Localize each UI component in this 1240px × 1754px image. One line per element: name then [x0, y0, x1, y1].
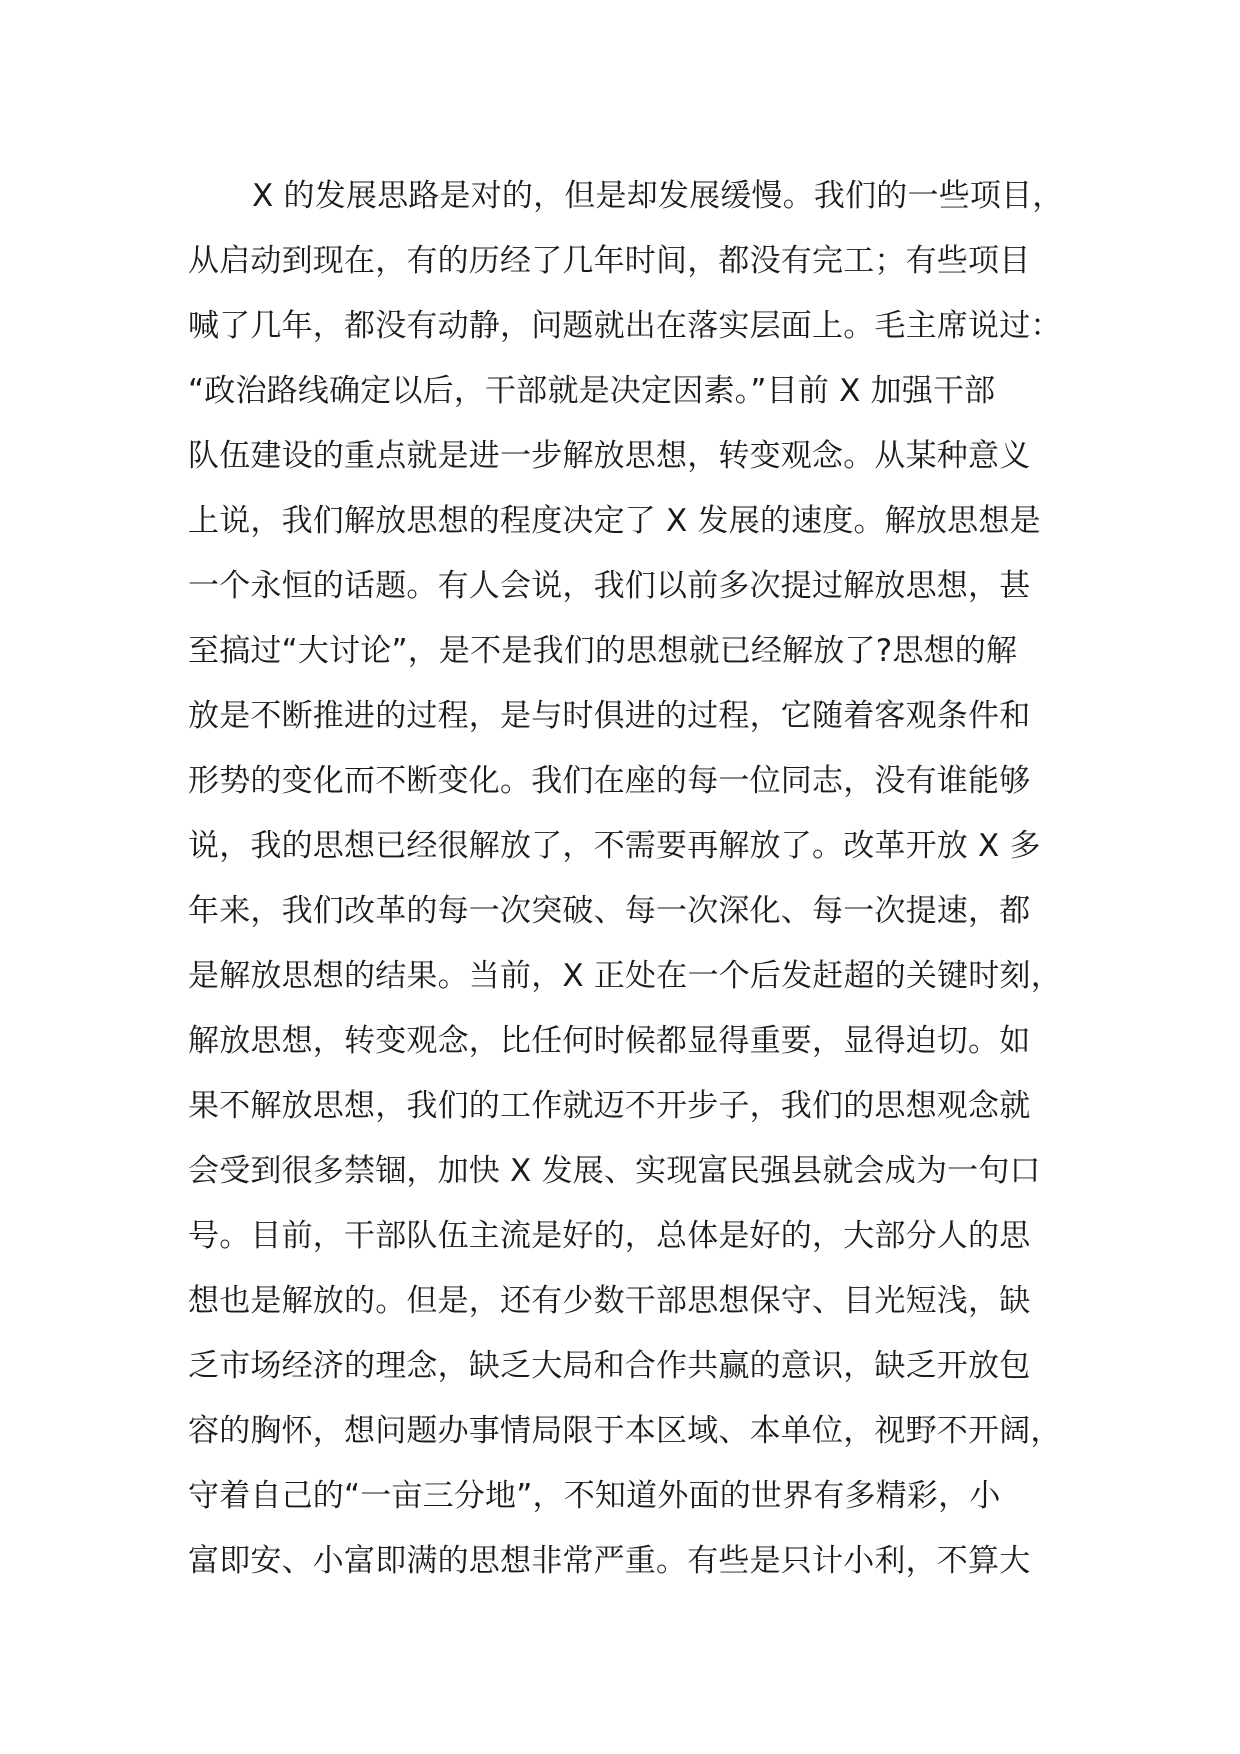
text-line: 至搞过“大讨论”，是不是我们的思想就已经解放了?思想的解: [188, 633, 1018, 669]
text-line: 一个永恒的话题。有人会说，我们以前多次提过解放思想，甚: [188, 568, 1031, 604]
text-line: 上说，我们解放思想的程度决定了 X 发展的速度。解放思想是: [188, 503, 1041, 539]
text-line: 从启动到现在，有的历经了几年时间，都没有完工；有些项目: [188, 243, 1031, 279]
text-line: 会受到很多禁锢，加快 X 发展、实现富民强县就会成为一句口: [188, 1153, 1041, 1189]
text-line: 富即安、小富即满的思想非常严重。有些是只计小利，不算大: [188, 1543, 1031, 1579]
text-line: 想也是解放的。但是，还有少数干部思想保守、目光短浅，缺: [188, 1283, 1031, 1319]
text-line: 形势的变化而不断变化。我们在座的每一位同志，没有谁能够: [188, 763, 1031, 799]
text-line: “政治路线确定以后，干部就是决定因素。”目前 X 加强干部: [188, 373, 996, 409]
text-line: 号。目前，干部队伍主流是好的，总体是好的，大部分人的思: [188, 1218, 1031, 1254]
text-line: 年来，我们改革的每一次突破、每一次深化、每一次提速，都: [188, 893, 1031, 929]
text-line: 放是不断推进的过程，是与时俱进的过程，它随着客观条件和: [188, 698, 1031, 734]
text-line: 是解放思想的结果。当前，X 正处在一个后发赶超的关键时刻，: [188, 958, 1062, 994]
text-line: 乏市场经济的理念，缺乏大局和合作共赢的意识，缺乏开放包: [188, 1348, 1031, 1384]
text-line: 容的胸怀，想问题办事情局限于本区域、本单位，视野不开阔，: [188, 1413, 1062, 1449]
body-paragraph: [188, 164, 1088, 1594]
text-line: 队伍建设的重点就是进一步解放思想，转变观念。从某种意义: [188, 438, 1031, 474]
text-line: X 的发展思路是对的，但是却发展缓慢。我们的一些项目，: [252, 178, 1064, 214]
text-line: 说，我的思想已经很解放了，不需要再解放了。改革开放 X 多: [188, 828, 1041, 864]
text-line: 解放思想，转变观念，比任何时候都显得重要，显得迫切。如: [188, 1023, 1031, 1059]
text-line: 守着自己的“一亩三分地”，不知道外面的世界有多精彩，小: [188, 1478, 1001, 1514]
text-line: 果不解放思想，我们的工作就迈不开步子，我们的思想观念就: [188, 1088, 1031, 1124]
text-line: 喊了几年，都没有动静，问题就出在落实层面上。毛主席说过：: [188, 308, 1062, 344]
